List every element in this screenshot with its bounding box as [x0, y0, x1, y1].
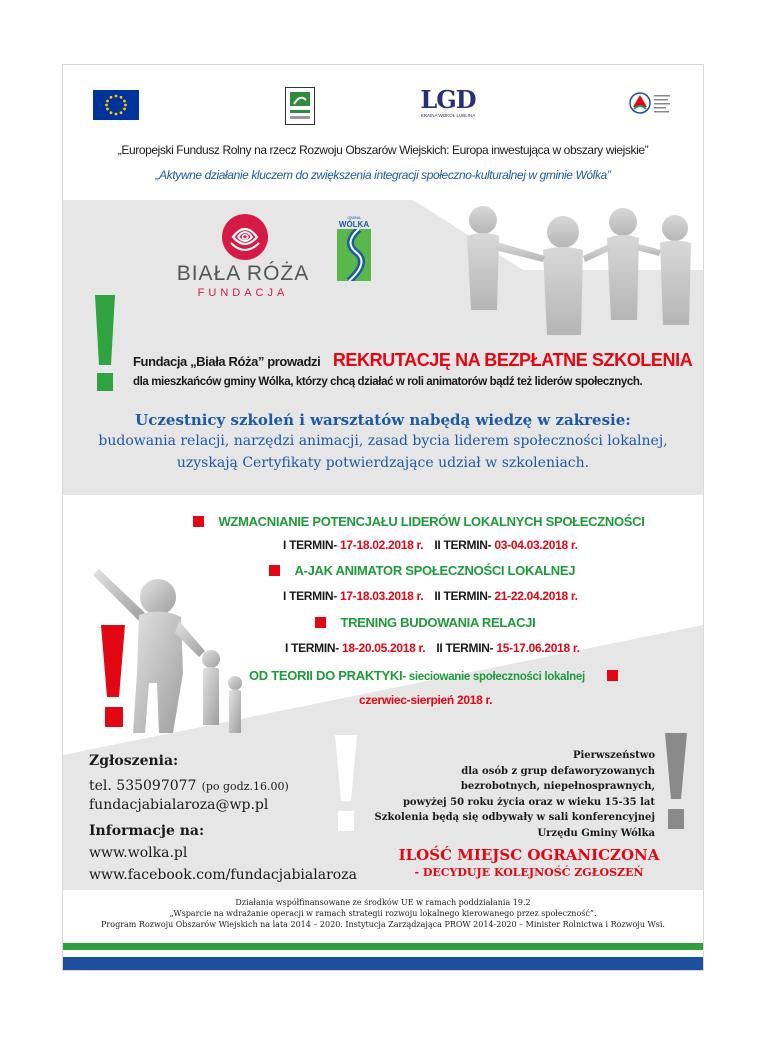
training-2-t2-label: II TERMIN- — [434, 589, 492, 603]
gmina-name: WÓLKA — [338, 220, 370, 229]
training-3 — [315, 614, 535, 632]
intro-highlight: REKRUTACJĘ NA BEZPŁATNE SZKOLENIA — [332, 350, 693, 370]
river-icon — [337, 229, 371, 281]
red-square-icon — [193, 516, 204, 527]
scope-line-1: budowania relacji, narzędzi animacji, zasad bycia liderem społeczności lokalnej, — [98, 433, 668, 449]
scope-title: Uczestnicy szkoleń i warsztatów nabędą wiedzę w zakresie: — [135, 411, 631, 429]
contact-phone: tel. 535097077 — [89, 778, 197, 794]
training-2-t1-date: 17-18.03.2018 r. — [340, 589, 424, 603]
poster — [62, 64, 704, 971]
training-4-title-suffix: - sieciowanie społeczności lokalnej — [402, 671, 585, 683]
contact-phone-line — [89, 775, 289, 794]
training-1-title: WZMACNIANIE POTENCJAŁU LIDERÓW LOKALNYCH SPOŁECZNOŚCI — [218, 514, 645, 529]
scope-line-2: uzyskają Certyfikaty potwierdzające udział w szkoleniach. — [176, 455, 590, 471]
training-1 — [193, 513, 693, 531]
eu-flag-icon — [93, 90, 139, 120]
priority-line-5: Szkolenia będą się odbywały w sali konferencyjnej — [374, 812, 655, 823]
training-3-dates — [285, 641, 580, 655]
gmina-label: GMINA — [347, 215, 361, 220]
training-3-t2-label: II TERMIN- — [436, 641, 494, 655]
contact-email[interactable]: fundacjabialaroza@wp.pl — [89, 797, 269, 813]
training-2-t2-date: 21-22.04.2018 r. — [494, 589, 578, 603]
priority-line-2: dla osób z grup defaworyzowanych — [461, 765, 655, 777]
red-square-icon — [315, 617, 326, 628]
footer-text — [73, 897, 693, 930]
leader-logo-icon — [285, 87, 315, 125]
rose-icon — [221, 213, 269, 261]
limited-places: ILOŚĆ MIEJSC OGRANICZONA — [398, 846, 660, 864]
training-1-t2-label: II TERMIN- — [434, 538, 492, 552]
training-1-t2-date: 03-04.03.2018 r. — [494, 538, 578, 552]
lgd-logo-icon — [417, 87, 479, 121]
training-1-dates — [283, 538, 578, 552]
training-4 — [249, 667, 618, 685]
foundation-name: BIAŁA RÓŻA — [176, 262, 310, 285]
intro-lead: Fundacja „Biała Róża” prowadzi — [133, 354, 321, 369]
lgd-logo-text: LGD — [420, 85, 476, 114]
footer-blue-stripe — [63, 957, 703, 970]
footer-line-2: „Wsparcie na wdrażanie operacji w ramach strategii rozwoju lokalnego kierowanego przez społeczność”. — [169, 909, 597, 918]
red-square-icon — [269, 565, 280, 576]
priority-line-4: powyżej 50 roku życia oraz w wieku 15-35 lat — [402, 796, 655, 808]
priority-line-3: bezrobotnych, niepełnosprawnych, — [460, 781, 655, 792]
training-3-title: TRENING BUDOWANIA RELACJI — [340, 615, 536, 630]
header-line-1: „Europejski Fundusz Rolny na rzecz Rozwoju Obszarów Wiejskich: Europa inwestująca w obszary wiejskie” — [117, 143, 649, 157]
training-2-t1-label: I TERMIN- — [283, 589, 337, 603]
priority-line-6: Urzędu Gminy Wólka — [537, 827, 655, 839]
header-line-2: „Aktywne działanie kluczem do zwiększenia integracji społeczno-kulturalnej w gminie Wólka” — [155, 168, 611, 182]
contact-phone-hours: (po godz.16.00) — [201, 780, 289, 793]
footer-line-3: Program Rozwoju Obszarów Wiejskich na lata 2014 – 2020. Instytucja Zarządzająca PROW 2014-2020 – Minister Rolnictwa i Rozwoju Wsi. — [101, 920, 665, 929]
white-exclamation-icon — [333, 735, 359, 833]
footer-line-1: Działania współfinansowane ze środków UE w ramach poddziałania 19.2 — [235, 898, 531, 907]
intro-line-2: dla mieszkańców gminy Wólka, którzy chcą działać w roli animatorów bądź też liderów społecznych. — [133, 376, 643, 388]
green-exclamation-icon — [91, 295, 119, 393]
training-3-t1-label: I TERMIN- — [285, 641, 339, 655]
contact-title: Zgłoszenia: — [89, 753, 179, 769]
info-title: Informacje na: — [89, 823, 205, 839]
info-site-1[interactable]: www.wolka.pl — [89, 845, 188, 861]
training-4-date: czerwiec-sierpień 2018 r. — [359, 693, 493, 707]
training-1-t1-label: I TERMIN- — [283, 538, 337, 552]
intro-line-1 — [133, 350, 703, 371]
training-1-t1-date: 17-18.02.2018 r. — [340, 538, 424, 552]
order-note: - DECYDUJE KOLEJNOŚĆ ZGŁOSZEŃ — [414, 866, 644, 879]
info-site-2[interactable]: www.facebook.com/fundacjabialaroza — [89, 867, 357, 883]
prow-logo-icon — [628, 87, 674, 123]
training-4-title: OD TEORII DO PRAKTYKI — [249, 668, 403, 683]
training-2-dates — [283, 589, 578, 603]
training-2-title: A-JAK ANIMATOR SPOŁECZNOŚCI LOKALNEJ — [294, 563, 576, 578]
lgd-logo-sub: KRAINA WOKÓŁ LUBLINA — [420, 113, 476, 118]
red-square-icon — [607, 670, 618, 681]
gmina-wolka-logo — [337, 215, 371, 285]
gray-exclamation-icon — [663, 733, 689, 831]
priority-line-1: Pierwszeństwo — [572, 750, 655, 761]
footer-green-stripe — [63, 943, 703, 950]
training-3-t2-date: 15-17.06.2018 r. — [496, 641, 580, 655]
foundation-sub: FUNDACJA — [197, 287, 289, 299]
people-group-illustration — [453, 200, 703, 340]
training-2 — [269, 562, 575, 580]
training-3-t1-date: 18-20.05.2018 r. — [342, 641, 426, 655]
priority-block — [363, 748, 655, 841]
red-exclamation-icon — [97, 625, 131, 730]
